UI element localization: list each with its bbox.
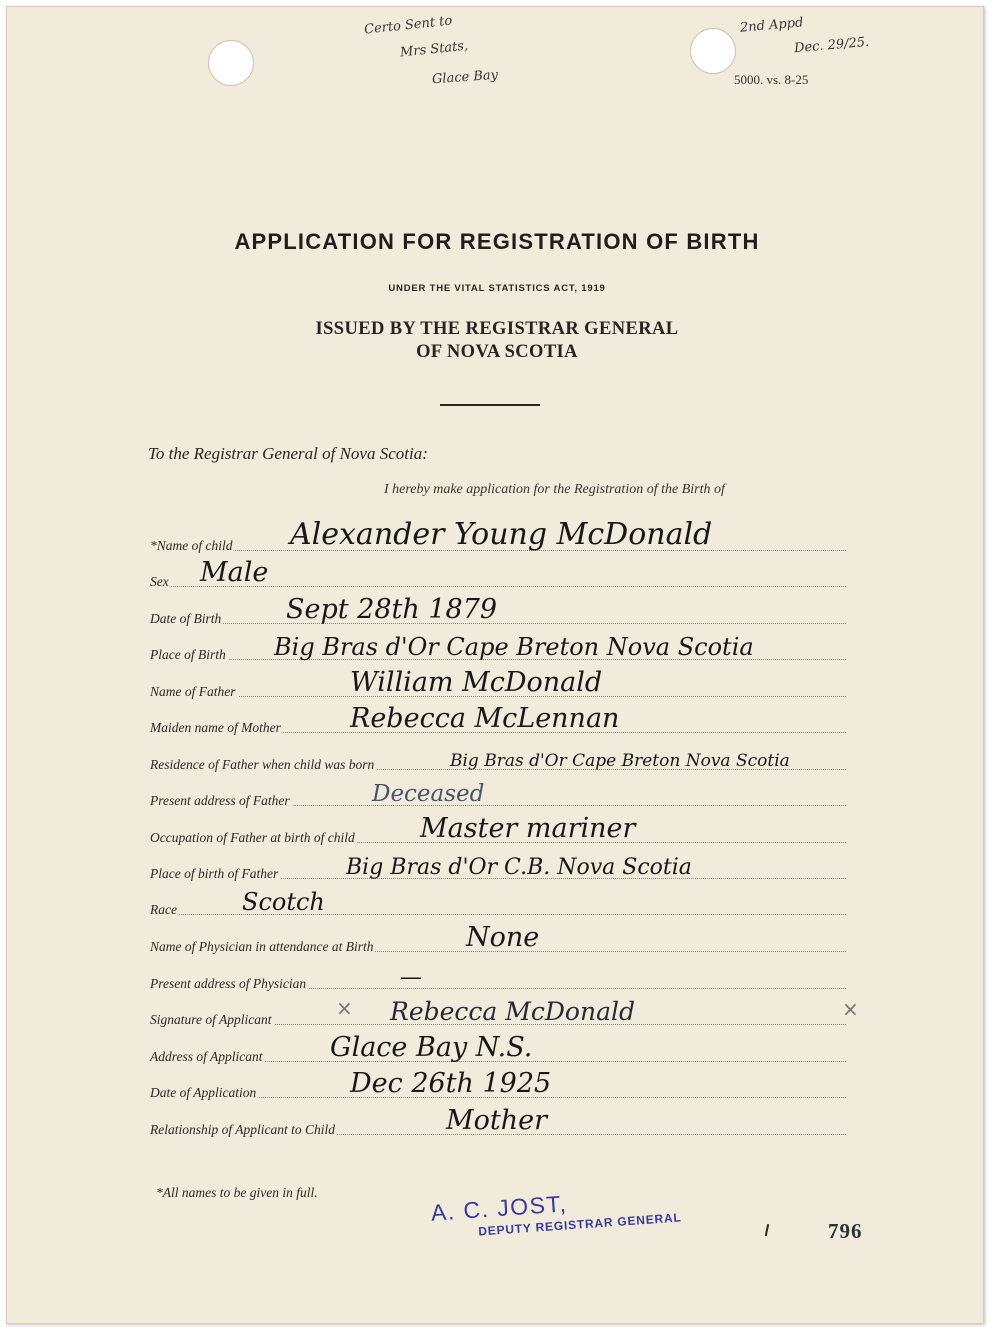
issuing-authority-line-1: ISSUED BY THE REGISTRAR GENERAL bbox=[315, 319, 679, 339]
field-label: Signature of Applicant bbox=[150, 1012, 272, 1027]
field-label: Place of Birth bbox=[150, 647, 226, 662]
form-subtitle: UNDER THE VITAL STATISTICS ACT, 1919 bbox=[388, 283, 606, 294]
field-date-of-application bbox=[150, 1068, 846, 1101]
field-label: Date of Birth bbox=[150, 611, 222, 626]
handwritten-value: Sept 28th 1879 bbox=[286, 594, 498, 625]
handwritten-value: Alexander Young McDonald bbox=[290, 517, 713, 552]
handwritten-value: Master mariner bbox=[420, 813, 636, 844]
handwritten-value: None bbox=[466, 922, 540, 953]
field-label: Present address of Physician bbox=[150, 976, 307, 991]
field-label: Date of Application bbox=[150, 1085, 257, 1100]
issuing-authority bbox=[0, 318, 994, 364]
field-label: Present address of Father bbox=[150, 793, 290, 808]
handwritten-value: Deceased bbox=[372, 781, 485, 807]
stamp-name: A. C. JOST, bbox=[429, 1190, 569, 1226]
field-label: Place of birth of Father bbox=[150, 866, 279, 881]
handwritten-note-right-2: Dec. 29/25. bbox=[793, 34, 870, 57]
handwritten-value: Glace Bay N.S. bbox=[330, 1032, 533, 1063]
handwritten-value: — bbox=[400, 965, 422, 990]
field-address-of-physician bbox=[150, 962, 846, 992]
form-number: 5000. vs. 8-25 bbox=[734, 72, 809, 87]
field-date-of-birth bbox=[150, 594, 846, 627]
handwritten-value: William McDonald bbox=[350, 667, 603, 698]
field-label: Name of Father bbox=[150, 684, 236, 699]
handwritten-value: Scotch bbox=[242, 888, 325, 916]
field-race bbox=[150, 888, 846, 918]
field-label: Name of Physician in attendance at Birth bbox=[150, 939, 374, 954]
handwritten-value: Rebecca McLennan bbox=[350, 703, 620, 734]
issuing-authority-line-2: OF NOVA SCOTIA bbox=[416, 342, 578, 362]
field-present-address-of-father bbox=[150, 779, 846, 809]
field-maiden-name-of-mother bbox=[150, 703, 846, 736]
field-label: *Name of child bbox=[150, 538, 233, 553]
handwritten-value: Big Bras d'Or Cape Breton Nova Scotia bbox=[450, 751, 790, 771]
handwritten-value: Rebecca McDonald bbox=[390, 997, 635, 1026]
punch-hole-right bbox=[690, 28, 736, 74]
file-number: 796 bbox=[828, 1219, 863, 1243]
x-mark-icon: × bbox=[336, 996, 353, 1020]
stamp-title: DEPUTY REGISTRAR GENERAL bbox=[477, 1210, 682, 1239]
handwritten-note-left-1: Certo Sent to bbox=[363, 13, 453, 38]
field-residence-of-father bbox=[150, 743, 846, 773]
field-name-of-child bbox=[150, 517, 846, 554]
handwritten-value: Big Bras d'Or Cape Breton Nova Scotia bbox=[274, 633, 754, 661]
title-divider bbox=[440, 404, 540, 406]
handwritten-value: Dec 26th 1925 bbox=[350, 1068, 552, 1099]
field-name-of-father bbox=[150, 667, 846, 700]
field-address-of-applicant bbox=[150, 1032, 846, 1065]
handwritten-value: Mother bbox=[446, 1105, 548, 1136]
field-physician bbox=[150, 922, 846, 955]
form-title: APPLICATION FOR REGISTRATION OF BIRTH bbox=[234, 229, 760, 254]
field-label: Relationship of Applicant to Child bbox=[150, 1122, 335, 1137]
field-label: Residence of Father when child was born bbox=[150, 757, 375, 772]
x-mark-icon: × bbox=[842, 997, 859, 1021]
dotted-line bbox=[150, 623, 846, 624]
field-occupation-of-father bbox=[150, 813, 846, 846]
field-label: Sex bbox=[150, 574, 169, 589]
intro-text: I hereby make application for the Registration of the Birth of bbox=[384, 482, 725, 497]
handwritten-value: Male bbox=[200, 557, 269, 588]
handwritten-note-left-2: Mrs Stats, bbox=[399, 38, 469, 61]
punch-hole-left bbox=[208, 40, 254, 86]
salutation: To the Registrar General of Nova Scotia: bbox=[148, 444, 428, 463]
field-place-of-birth-of-father bbox=[150, 852, 846, 882]
handwritten-note-left-3: Glace Bay bbox=[431, 67, 499, 88]
field-signature-of-applicant bbox=[150, 998, 846, 1028]
field-sex bbox=[150, 557, 846, 590]
field-place-of-birth bbox=[150, 633, 846, 663]
field-label: Race bbox=[150, 902, 177, 917]
field-label: Address of Applicant bbox=[150, 1049, 263, 1064]
field-label: Occupation of Father at birth of child bbox=[150, 830, 355, 845]
handwritten-note-right-1: 2nd Appd bbox=[739, 15, 804, 36]
field-relationship bbox=[150, 1105, 846, 1138]
field-label: Maiden name of Mother bbox=[150, 720, 281, 735]
footnote: *All names to be given in full. bbox=[156, 1185, 318, 1200]
handwritten-value: Big Bras d'Or C.B. Nova Scotia bbox=[346, 855, 692, 880]
